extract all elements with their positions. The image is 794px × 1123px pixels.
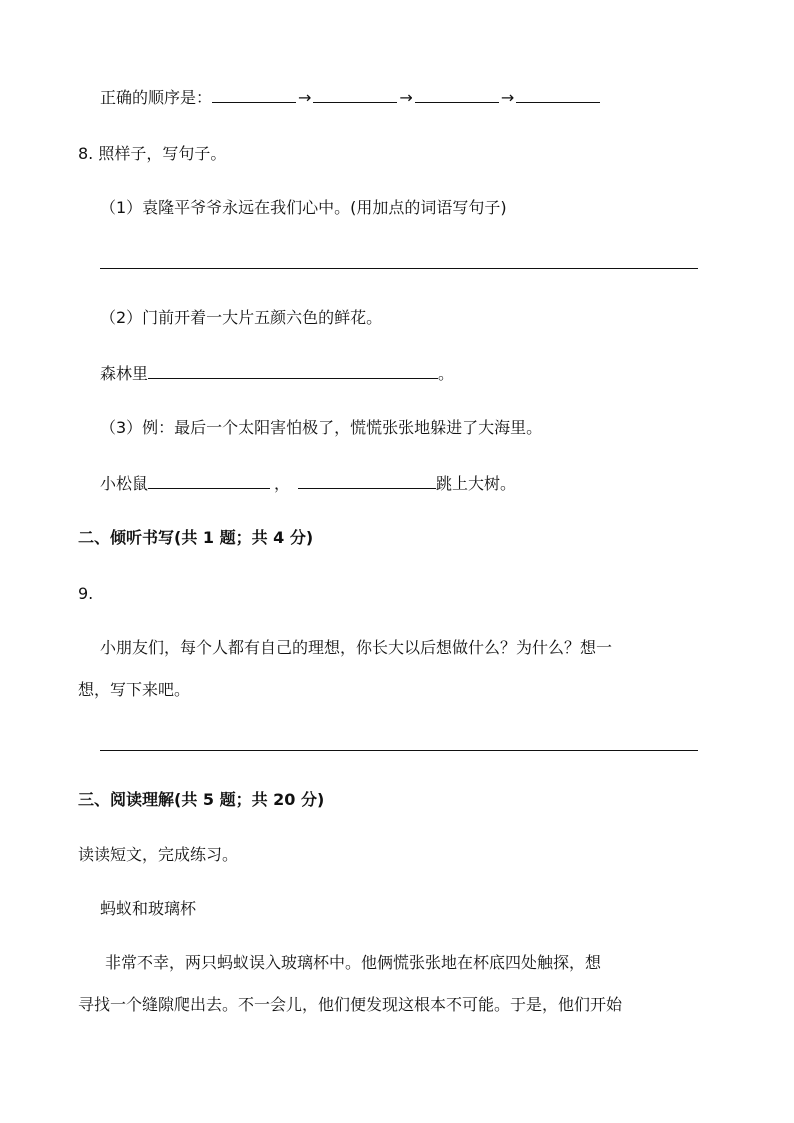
q9-line1: 小朋友们，每个人都有自己的理想，你长大以后想做什么？为什么？想一 [100,638,613,657]
order-blank-2[interactable] [313,88,397,103]
q8-part3-blank-1[interactable] [148,474,270,489]
q9-number: 9. [78,584,94,603]
q8-part3-blank-2[interactable] [298,474,436,489]
section3-heading: 三、阅读理解(共 5 题；共 20 分) [78,790,325,809]
q8-part2-suffix: 。 [438,364,455,383]
order-blank-4[interactable] [516,88,600,103]
arrow-icon: → [500,88,515,107]
q8-part2: （2）门前开着一大片五颜六色的鲜花。 [100,308,383,327]
reading-line2: 寻找一个缝隙爬出去。不一会儿，他们便发现这根本不可能。于是，他们开始 [78,995,623,1014]
reading-line1: 非常不幸，两只蚂蚁误入玻璃杯中。他俩慌张张地在杯底四处触探，想 [105,953,602,972]
section2-heading: 二、倾听书写(共 1 题；共 4 分) [78,528,314,547]
q8-part3: （3）例：最后一个太阳害怕极了，慌慌张张地躲进了大海里。 [100,418,543,437]
q8-title: 8. 照样子，写句子。 [78,144,227,163]
q8-part3-answer [100,474,516,494]
arrow-icon: → [399,88,413,107]
reading-title: 蚂蚁和玻璃杯 [100,899,197,918]
reading-instruction: 读读短文，完成练习。 [78,845,239,864]
q8-part3-suffix: 跳上大树。 [436,474,517,493]
q8-part1-answer-line[interactable] [100,268,698,269]
q9-line2: 想，写下来吧。 [78,680,191,699]
q8-part2-prefix: 森林里 [100,364,149,383]
q9-answer-line[interactable] [100,750,698,751]
order-label: 正确的顺序是： [100,88,213,107]
q8-part2-answer [100,364,454,384]
order-line [100,88,600,108]
q8-part2-blank[interactable] [148,364,438,379]
arrow-icon: → [298,88,312,107]
order-blank-3[interactable] [415,88,499,103]
order-blank-1[interactable] [212,88,296,103]
q8-part3-prefix: 小松鼠 [100,474,149,493]
q8-part3-mid: ， [274,474,291,493]
q8-part1: （1）袁隆平爷爷永远在我们心中。(用加点的词语写句子) [100,198,507,217]
